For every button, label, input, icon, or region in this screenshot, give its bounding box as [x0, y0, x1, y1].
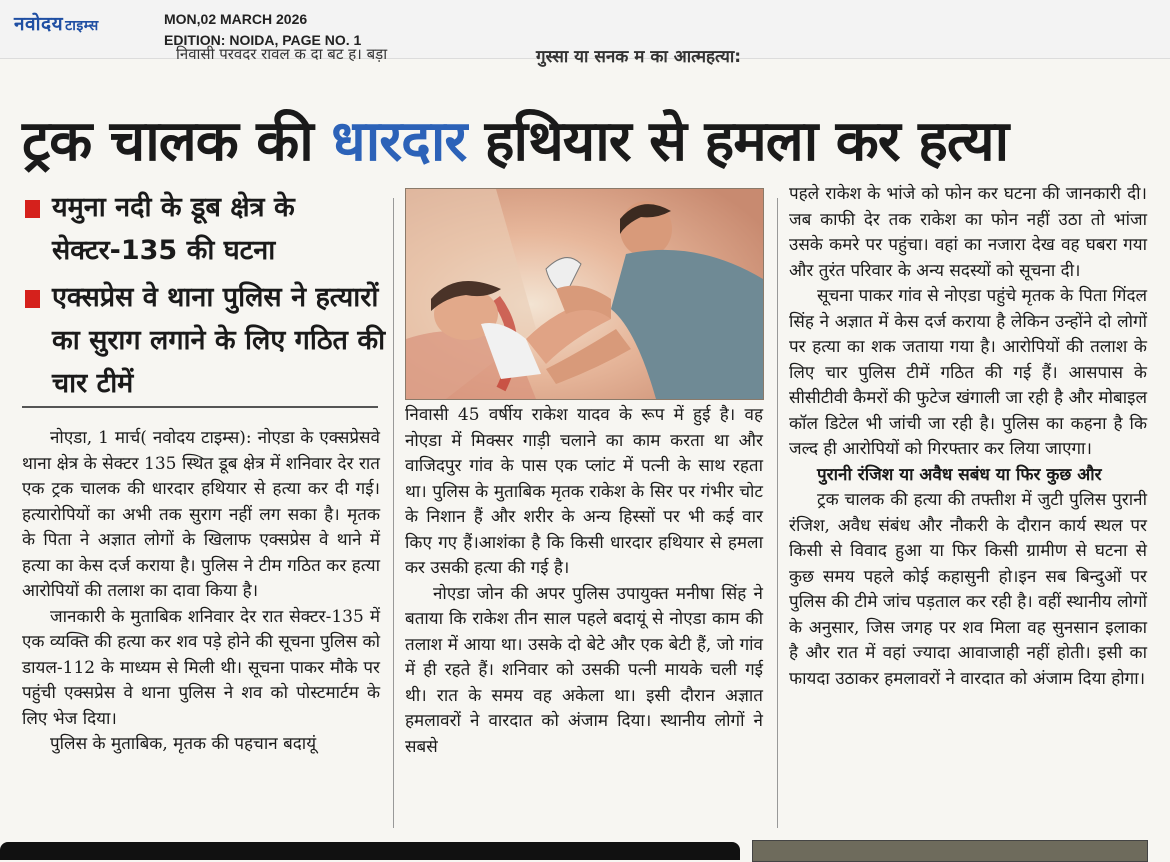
paragraph: नोएडा जोन की अपर पुलिस उपायुक्त मनीषा सिंह ने बताया कि राकेश तीन साल पहले बदायूं से नोएडा काम की तलाश में आया था। उसके दो बेटे और एक बेटी हैं, जो गांव में ही रहते हैं। शनिवार को उसकी पत्नी मायके चली गई थी। रात के समय वह अकेला था। इसी दौरान अज्ञात हमलावरों ने वारदात को अंजाम दिया। स्थानीय लोगों ने सबसे — [405, 583, 763, 757]
illustration-svg — [406, 189, 763, 399]
next-article-strip — [0, 836, 1170, 859]
edition-line: EDITION: NOIDA, PAGE NO. 1 — [164, 32, 362, 48]
column-divider — [393, 198, 394, 828]
newspaper-page — [0, 45, 1170, 859]
clipped-text-right: गुस्सा या सनक म का आत्महत्या: — [536, 47, 742, 67]
paragraph: पहले राकेश के भांजे को फोन कर घटना की जानकारी दी। जब काफी देर तक राकेश का फोन नहीं उठा तो भांजा उसके कमरे पर पहुंचा। वहां का नजारा देख वह घबरा गया और तुरंत परिवार के अन्य सदस्यों को सूचना दी। — [789, 184, 1147, 281]
headline-part1: ट्रक चालक की — [22, 109, 332, 174]
paragraph: जानकारी के मुताबिक शनिवार देर रात सेक्टर-135 में एक व्यक्ति की हत्या कर शव पड़े होने की सूचना पुलिस को डायल-112 के माध्यम से मिली थी। सूचना पाकर मौके पर पहुंची एक्सप्रेस वे थाना पुलिस ने शव को पोस्टमार्टम के लिए भेज दिया। — [22, 606, 380, 729]
subhead-text: एक्सप्रेस वे थाना पुलिस ने हत्यारों का सुराग लगाने के लिए गठित की चार टीमें — [52, 282, 386, 399]
headline-highlight: धारदार — [331, 109, 467, 174]
bullet-icon — [25, 200, 40, 218]
paragraph: ट्रक चालक की हत्या की तफ्तीश में जुटी पुलिस पुरानी रंजिश, अवैध संबंध और नौकरी के दौरान कार्य स्थल पर किसी से विवाद हुआ या फिर किसी ग्रामीण से घटना से कुछ समय पहले कोई कहासुनी हो।इन सब बिन्दुओं पर पुलिस की टीमे जांच पड़ताल कर रही है। वहीं स्थानीय लोगों के अनुसार, जिस जगह पर शव मिला वह सुनसान इलाका है और रात में वहां ज्यादा आवाजाही नहीं होती। इसी का फायदा उठाकर हमलावरों ने वारदात को अंजाम दिया होगा। — [789, 490, 1147, 689]
date-line: MON,02 MARCH 2026 — [164, 11, 308, 27]
paragraph: निवासी 45 वर्षीय राकेश यादव के रूप में हुई है। वह नोएडा में मिक्सर गाड़ी चलाने का काम करता था और वाजिदपुर गांव के पास एक प्लांट में पत्नी के साथ रहता था। पुलिस के मुताबिक मृतक राकेश के सिर पर गंभीर चोट के निशान हैं और शरीर के अन्य हिस्सों पर भी कई वार किए गए हैं।आशंका है कि किसी धारदार हथियार से हमला कर उसकी हत्या की गई है। — [405, 405, 763, 578]
paragraph: सूचना पाकर गांव से नोएडा पहुंचे मृतक के पिता गिंदल सिंह ने अज्ञात में केस दर्ज कराया है लेकिन उन्होंने दो लोगों पर हत्या का शक जताया गया है। आरोपियों की तलाश के लिए चार पुलिस टीमें गठित की गई हैं। आसपास के सीसीटीवी कैमरों की फुटेज खंगाली जा रही है और मोबाइल कॉल डिटेल भी जांची जा रही है। पुलिस का कहना है कि जल्द ही आरोपियों को गिरफ्तार कर लिया जाएगा। — [789, 286, 1147, 459]
column-divider — [777, 198, 778, 828]
headline-part2: हथियार से हमला कर हत्या — [466, 109, 1009, 174]
subhead-1 — [22, 186, 387, 272]
section-subhead: पुरानी रंजिश या अवैध सबंध या फिर कुछ और — [817, 464, 1102, 485]
logo-sub: टाइम्स — [65, 18, 99, 34]
column-2 — [405, 403, 763, 760]
bullet-icon — [25, 290, 40, 308]
column-3 — [789, 182, 1147, 692]
clipped-text-left: निवासी परवदर रावल क दा बट ह। बड़ा — [176, 45, 388, 63]
subhead-2 — [22, 276, 387, 405]
paragraph: नोएडा, 1 मार्च( नवोदय टाइम्स): नोएडा के एक्सप्रेसवे थाना क्षेत्र के सेक्टर 135 स्थित डूब क्षेत्र में शनिवार देर रात एक ट्रक चालक की धारदार हथियार से हत्या कर दी गई। हत्यारोपियों का अभी तक सुराग नहीं लग सका है। मृतक के पिता ने अज्ञात लोगों के खिलाफ एक्सप्रेस वे थाने में हत्या का केस दर्ज कराया है। पुलिस ने टीम गठित कर हत्या आरोपियों की तलाश का दावा किया है। — [22, 428, 380, 601]
newspaper-logo[interactable] — [14, 10, 99, 36]
subheads — [22, 186, 387, 409]
divider — [22, 406, 378, 408]
column-1 — [22, 426, 380, 758]
next-headline-clipped — [0, 842, 740, 860]
headline — [22, 100, 1152, 184]
illustration-attack — [405, 188, 764, 400]
subhead-text: यमुना नदी के डूब क्षेत्र के सेक्टर-135 की घटना — [52, 192, 295, 266]
logo-main: नवोदय — [14, 13, 64, 35]
paragraph: पुलिस के मुताबिक, मृतक की पहचान बदायूं — [50, 734, 317, 754]
